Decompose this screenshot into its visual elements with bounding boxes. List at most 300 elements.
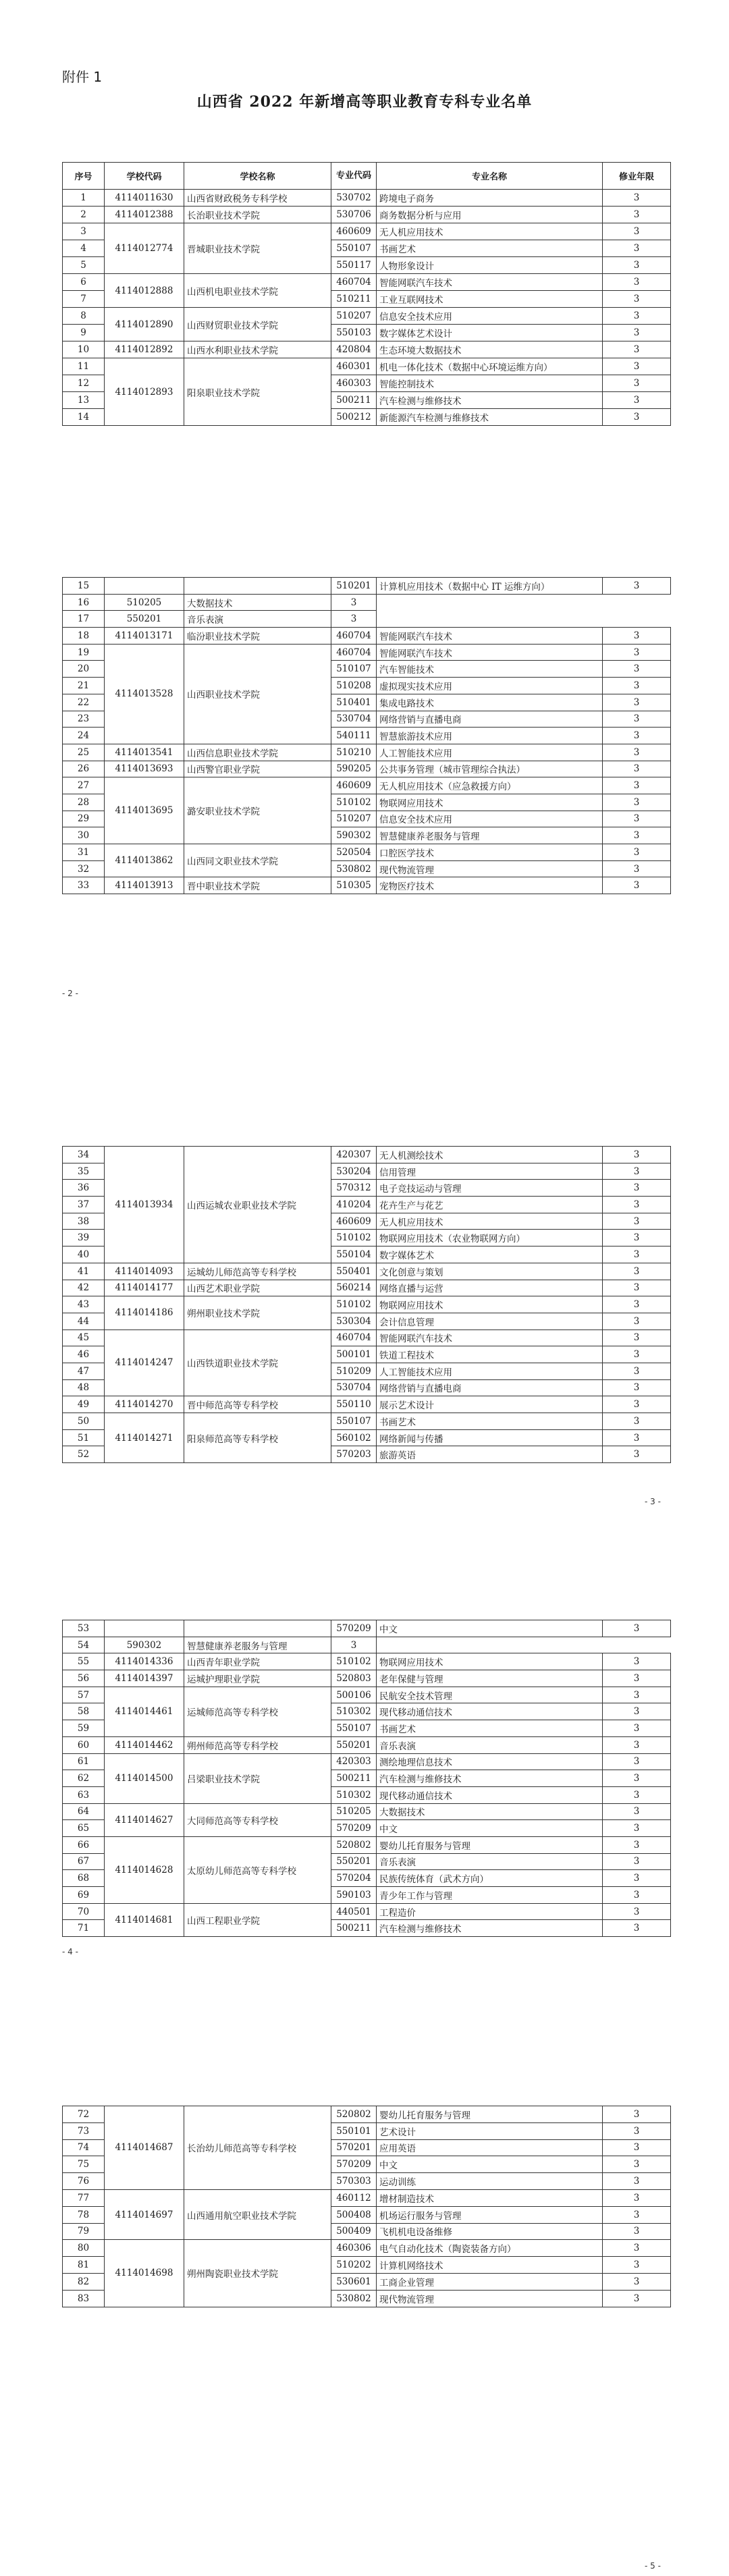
table-row	[63, 1803, 671, 1820]
major-name: 工程造价	[377, 1903, 603, 1920]
school-name: 长治职业技术学院	[184, 207, 331, 223]
major-code: 460609	[331, 223, 377, 240]
major-code: 510205	[331, 1803, 377, 1820]
study-years: 3	[603, 1836, 671, 1853]
table-header-row	[63, 163, 671, 190]
school-code: 4114014681	[105, 1903, 184, 1936]
document-title: 山西省 2022 年新增高等职业教育专科专业名单	[196, 93, 533, 111]
major-name: 宠物医疗技术	[377, 877, 603, 894]
table-row	[63, 578, 671, 595]
major-code: 510401	[331, 694, 377, 711]
major-name: 飞机机电设备维修	[377, 2223, 603, 2240]
row-number: 5	[63, 257, 105, 274]
school-code: 4114014093	[105, 1263, 184, 1280]
table-row	[63, 628, 671, 645]
row-number: 73	[63, 2122, 105, 2139]
table-row	[63, 1670, 671, 1687]
major-name: 运动训练	[377, 2173, 603, 2190]
major-name: 无人机应用技术	[377, 1213, 603, 1230]
table-row	[63, 1653, 671, 1670]
study-years: 3	[603, 1853, 671, 1870]
major-code: 460609	[331, 1213, 377, 1230]
row-number: 23	[63, 711, 105, 728]
study-years: 3	[603, 1653, 671, 1670]
major-code: 570303	[331, 2173, 377, 2190]
major-code: 550104	[331, 1246, 377, 1263]
row-number: 2	[63, 207, 105, 223]
major-name: 书画艺术	[377, 240, 603, 257]
study-years: 3	[603, 1363, 671, 1379]
school-name: 朔州陶瓷职业技术学院	[184, 2240, 331, 2307]
majors-table-page-4	[62, 1620, 671, 1937]
study-years: 3	[603, 1147, 671, 1163]
major-name: 无人机应用技术（应急救援方向）	[377, 777, 603, 794]
row-number: 39	[63, 1230, 105, 1246]
table-row	[63, 1280, 671, 1296]
major-code: 440501	[331, 1903, 377, 1920]
major-name: 中文	[377, 1620, 603, 1637]
row-number: 35	[63, 1163, 105, 1180]
row-number: 37	[63, 1197, 105, 1213]
major-code: 520504	[331, 844, 377, 861]
row-number: 68	[63, 1870, 105, 1887]
major-code: 560214	[331, 1280, 377, 1296]
major-name: 音乐表演	[377, 1853, 603, 1870]
major-name: 智慧旅游技术应用	[377, 728, 603, 744]
major-code: 530802	[331, 2290, 377, 2307]
school-code	[105, 1620, 184, 1637]
table-row	[63, 1620, 671, 1637]
major-name: 旅游英语	[377, 1446, 603, 1463]
major-name: 大数据技术	[377, 1803, 603, 1820]
major-name: 中文	[377, 2156, 603, 2173]
column-header: 修业年限	[603, 163, 671, 190]
major-name: 网络营销与直播电商	[377, 1379, 603, 1396]
major-name: 音乐表演	[377, 1736, 603, 1753]
major-code: 530706	[331, 207, 377, 223]
row-number: 81	[63, 2257, 105, 2274]
row-number: 25	[63, 744, 105, 761]
major-name: 智慧健康养老服务与管理	[184, 1637, 331, 1653]
study-years: 3	[603, 844, 671, 861]
major-code: 460303	[331, 375, 377, 392]
table-row	[63, 1753, 671, 1770]
row-number: 31	[63, 844, 105, 861]
school-name: 山西财贸职业技术学院	[184, 308, 331, 341]
major-name: 民族传统体育（武术方向）	[377, 1870, 603, 1887]
table-row	[63, 1296, 671, 1313]
major-code: 550117	[331, 257, 377, 274]
major-code: 420307	[331, 1147, 377, 1163]
study-years: 3	[603, 392, 671, 409]
row-number: 45	[63, 1330, 105, 1346]
table-row	[63, 2240, 671, 2257]
major-code: 530704	[331, 711, 377, 728]
row-number: 6	[63, 274, 105, 291]
school-code: 4114013934	[105, 1147, 184, 1263]
study-years: 3	[603, 2240, 671, 2257]
major-name: 婴幼儿托育服务与管理	[377, 2106, 603, 2123]
major-code: 500211	[331, 1920, 377, 1937]
major-code: 460112	[331, 2189, 377, 2206]
major-name: 集成电路技术	[377, 694, 603, 711]
school-code: 4114013913	[105, 877, 184, 894]
school-code: 4114013171	[105, 628, 184, 645]
major-code: 460704	[331, 644, 377, 661]
school-code: 4114013541	[105, 744, 184, 761]
school-name: 运城护理职业学院	[184, 1670, 331, 1687]
table-row	[63, 207, 671, 223]
study-years: 3	[603, 308, 671, 325]
majors-table-page-2	[62, 577, 671, 894]
study-years: 3	[603, 1736, 671, 1753]
major-name: 人工智能技术应用	[377, 1363, 603, 1379]
major-code: 510207	[331, 308, 377, 325]
study-years: 3	[603, 1296, 671, 1313]
major-name: 网络新闻与传播	[377, 1429, 603, 1446]
study-years: 3	[603, 1396, 671, 1413]
major-name: 人工智能技术应用	[377, 744, 603, 761]
major-name: 网络直播与运营	[377, 1280, 603, 1296]
major-name: 现代移动通信技术	[377, 1786, 603, 1803]
major-name: 音乐表演	[184, 611, 331, 628]
column-header: 专业名称	[377, 163, 603, 190]
major-name: 工商企业管理	[377, 2273, 603, 2290]
row-number: 69	[63, 1887, 105, 1904]
study-years: 3	[603, 744, 671, 761]
school-code: 4114014186	[105, 1296, 184, 1330]
row-number: 8	[63, 308, 105, 325]
page-number: - 4 -	[62, 1947, 78, 1956]
major-name: 铁道工程技术	[377, 1346, 603, 1363]
major-code: 460704	[331, 274, 377, 291]
row-number: 83	[63, 2290, 105, 2307]
major-code: 460704	[331, 1330, 377, 1346]
study-years: 3	[603, 274, 671, 291]
row-number: 43	[63, 1296, 105, 1313]
table-row	[63, 1330, 671, 1346]
row-number: 74	[63, 2139, 105, 2156]
row-number: 71	[63, 1920, 105, 1937]
school-name: 晋城职业技术学院	[184, 223, 331, 274]
major-code: 550401	[331, 1263, 377, 1280]
major-code: 510102	[331, 1296, 377, 1313]
major-name: 物联网应用技术（农业物联网方向）	[377, 1230, 603, 1246]
row-number: 80	[63, 2240, 105, 2257]
major-code: 550201	[331, 1736, 377, 1753]
study-years: 3	[603, 644, 671, 661]
major-name: 数字媒体艺术	[377, 1246, 603, 1263]
column-header: 序号	[63, 163, 105, 190]
study-years: 3	[603, 325, 671, 341]
school-code: 4114014461	[105, 1687, 184, 1736]
study-years: 3	[603, 1197, 671, 1213]
study-years: 3	[603, 240, 671, 257]
study-years: 3	[603, 190, 671, 207]
table-row	[63, 844, 671, 861]
major-code: 590103	[331, 1887, 377, 1904]
table-row	[63, 1736, 671, 1753]
major-code: 550103	[331, 325, 377, 341]
school-code: 4114012388	[105, 207, 184, 223]
major-code: 570201	[331, 2139, 377, 2156]
row-number: 13	[63, 392, 105, 409]
table-row	[63, 190, 671, 207]
major-name: 物联网应用技术	[377, 794, 603, 811]
school-name: 太原幼儿师范高等专科学校	[184, 1836, 331, 1903]
major-code: 550110	[331, 1396, 377, 1413]
major-code: 510302	[331, 1786, 377, 1803]
major-name: 工业互联网技术	[377, 291, 603, 308]
study-years: 3	[603, 877, 671, 894]
study-years: 3	[603, 1263, 671, 1280]
row-number: 34	[63, 1147, 105, 1163]
row-number: 77	[63, 2189, 105, 2206]
majors-table-page-3	[62, 1146, 671, 1463]
study-years: 3	[603, 2139, 671, 2156]
study-years: 3	[603, 291, 671, 308]
table-row	[63, 1263, 671, 1280]
major-name: 现代移动通信技术	[377, 1703, 603, 1720]
study-years: 3	[603, 827, 671, 844]
study-years: 3	[603, 1786, 671, 1803]
row-number: 70	[63, 1903, 105, 1920]
major-name: 智能网联汽车技术	[377, 274, 603, 291]
study-years: 3	[603, 1920, 671, 1937]
major-name: 大数据技术	[184, 594, 331, 611]
row-number: 20	[63, 661, 105, 678]
study-years: 3	[603, 1820, 671, 1837]
row-number: 26	[63, 761, 105, 777]
study-years: 3	[603, 1446, 671, 1463]
major-code: 510102	[331, 1230, 377, 1246]
major-code: 510102	[331, 794, 377, 811]
major-code: 460306	[331, 2240, 377, 2257]
table-row	[63, 594, 671, 611]
row-number: 3	[63, 223, 105, 240]
study-years: 3	[331, 1637, 377, 1653]
major-code: 460704	[331, 628, 377, 645]
row-number: 64	[63, 1803, 105, 1820]
school-name	[184, 578, 331, 595]
major-name: 信息安全技术应用	[377, 308, 603, 325]
table-row	[63, 1687, 671, 1703]
school-name: 阳泉师范高等专科学校	[184, 1413, 331, 1463]
row-number: 10	[63, 341, 105, 358]
study-years: 3	[603, 257, 671, 274]
school-name: 运城幼儿师范高等专科学校	[184, 1263, 331, 1280]
table-row	[63, 358, 671, 375]
school-code: 4114014397	[105, 1670, 184, 1687]
school-code: 4114014247	[105, 1330, 184, 1396]
major-name: 公共事务管理（城市管理综合执法）	[377, 761, 603, 777]
row-number: 30	[63, 827, 105, 844]
major-code: 510302	[331, 1703, 377, 1720]
major-code: 550201	[105, 611, 184, 628]
study-years: 3	[603, 711, 671, 728]
school-name: 山西水利职业技术学院	[184, 341, 331, 358]
row-number: 62	[63, 1770, 105, 1787]
row-number: 47	[63, 1363, 105, 1379]
major-code: 590302	[331, 827, 377, 844]
study-years: 3	[603, 1246, 671, 1263]
school-name: 长治幼儿师范高等专科学校	[184, 2106, 331, 2190]
school-name: 吕梁职业技术学院	[184, 1753, 331, 1803]
study-years: 3	[603, 1230, 671, 1246]
school-code: 4114012888	[105, 274, 184, 308]
school-name: 晋中职业技术学院	[184, 877, 331, 894]
school-code: 4114014270	[105, 1396, 184, 1413]
major-name: 智慧健康养老服务与管理	[377, 827, 603, 844]
school-name: 运城师范高等专科学校	[184, 1687, 331, 1736]
major-code: 570209	[331, 2156, 377, 2173]
row-number: 21	[63, 678, 105, 694]
major-code: 420804	[331, 341, 377, 358]
school-code: 4114014687	[105, 2106, 184, 2190]
major-code: 570203	[331, 1446, 377, 1463]
row-number: 61	[63, 1753, 105, 1770]
row-number: 82	[63, 2273, 105, 2290]
school-name: 山西机电职业技术学院	[184, 274, 331, 308]
major-name: 民航安全技术管理	[377, 1687, 603, 1703]
row-number: 38	[63, 1213, 105, 1230]
school-name: 大同师范高等专科学校	[184, 1803, 331, 1836]
table-row	[63, 2189, 671, 2206]
major-code: 550107	[331, 1413, 377, 1430]
major-code: 500101	[331, 1346, 377, 1363]
row-number: 28	[63, 794, 105, 811]
study-years: 3	[603, 1180, 671, 1197]
major-code: 570312	[331, 1180, 377, 1197]
row-number: 29	[63, 811, 105, 827]
school-code: 4114014177	[105, 1280, 184, 1296]
school-code: 4114012893	[105, 358, 184, 426]
study-years: 3	[603, 341, 671, 358]
table-row	[63, 877, 671, 894]
school-code: 4114012890	[105, 308, 184, 341]
school-name: 山西警官职业学院	[184, 761, 331, 777]
major-code: 530601	[331, 2273, 377, 2290]
major-name: 人物形象设计	[377, 257, 603, 274]
study-years: 3	[603, 2257, 671, 2274]
major-name: 婴幼儿托育服务与管理	[377, 1836, 603, 1853]
major-code: 410204	[331, 1197, 377, 1213]
study-years: 3	[603, 1280, 671, 1296]
major-code: 500106	[331, 1687, 377, 1703]
row-number: 14	[63, 409, 105, 426]
study-years: 3	[603, 777, 671, 794]
major-name: 增材制造技术	[377, 2189, 603, 2206]
major-name: 会计信息管理	[377, 1313, 603, 1330]
row-number: 19	[63, 644, 105, 661]
major-name: 文化创意与策划	[377, 1263, 603, 1280]
major-code: 510210	[331, 744, 377, 761]
study-years: 3	[603, 811, 671, 827]
school-name: 山西省财政税务专科学校	[184, 190, 331, 207]
major-code: 590205	[331, 761, 377, 777]
major-code: 570209	[331, 1820, 377, 1837]
study-years: 3	[331, 611, 377, 628]
column-header: 专业代码	[331, 163, 377, 190]
table-row	[63, 744, 671, 761]
school-name: 临汾职业技术学院	[184, 628, 331, 645]
study-years: 3	[603, 794, 671, 811]
school-code: 4114013528	[105, 644, 184, 744]
study-years: 3	[603, 2223, 671, 2240]
major-name: 商务数据分析与应用	[377, 207, 603, 223]
majors-table-page-1	[62, 162, 671, 426]
page-number: - 2 -	[62, 989, 78, 998]
school-code: 4114014271	[105, 1413, 184, 1463]
school-name: 山西同文职业技术学院	[184, 844, 331, 877]
row-number: 78	[63, 2206, 105, 2223]
row-number: 72	[63, 2106, 105, 2123]
row-number: 11	[63, 358, 105, 375]
major-code: 550107	[331, 240, 377, 257]
row-number: 4	[63, 240, 105, 257]
major-code: 460609	[331, 777, 377, 794]
major-name: 书画艺术	[377, 1720, 603, 1737]
major-name: 书画艺术	[377, 1413, 603, 1430]
school-name: 山西青年职业学院	[184, 1653, 331, 1670]
school-code: 4114014697	[105, 2189, 184, 2239]
row-number: 40	[63, 1246, 105, 1263]
column-header: 学校名称	[184, 163, 331, 190]
row-number: 76	[63, 2173, 105, 2190]
major-code: 530802	[331, 860, 377, 877]
table-row	[63, 777, 671, 794]
major-name: 计算机网络技术	[377, 2257, 603, 2274]
study-years: 3	[603, 578, 671, 595]
school-code: 4114011630	[105, 190, 184, 207]
major-name: 数字媒体艺术设计	[377, 325, 603, 341]
row-number: 46	[63, 1346, 105, 1363]
school-code: 4114013695	[105, 777, 184, 844]
table-row	[63, 1637, 671, 1653]
major-code: 510208	[331, 678, 377, 694]
school-name: 山西通用航空职业技术学院	[184, 2189, 331, 2239]
major-name: 智能网联汽车技术	[377, 644, 603, 661]
study-years: 3	[603, 1753, 671, 1770]
row-number: 66	[63, 1836, 105, 1853]
table-row	[63, 2106, 671, 2123]
study-years: 3	[603, 2290, 671, 2307]
table-row	[63, 223, 671, 240]
major-name: 花卉生产与花艺	[377, 1197, 603, 1213]
major-code: 510205	[105, 594, 184, 611]
table-row	[63, 274, 671, 291]
major-name: 汽车检测与维修技术	[377, 1770, 603, 1787]
study-years: 3	[603, 1346, 671, 1363]
major-name: 机电一体化技术（数据中心环境运维方向）	[377, 358, 603, 375]
major-code: 520802	[331, 1836, 377, 1853]
study-years: 3	[603, 1379, 671, 1396]
study-years: 3	[603, 761, 671, 777]
page-number: - 5 -	[645, 2561, 661, 2571]
major-code: 520803	[331, 1670, 377, 1687]
major-code: 510305	[331, 877, 377, 894]
major-name: 智能网联汽车技术	[377, 628, 603, 645]
study-years: 3	[603, 1213, 671, 1230]
row-number: 18	[63, 628, 105, 645]
major-code: 500408	[331, 2206, 377, 2223]
row-number: 59	[63, 1720, 105, 1737]
row-number: 36	[63, 1180, 105, 1197]
row-number: 67	[63, 1853, 105, 1870]
row-number: 17	[63, 611, 105, 628]
study-years: 3	[603, 1620, 671, 1637]
major-code: 530304	[331, 1313, 377, 1330]
